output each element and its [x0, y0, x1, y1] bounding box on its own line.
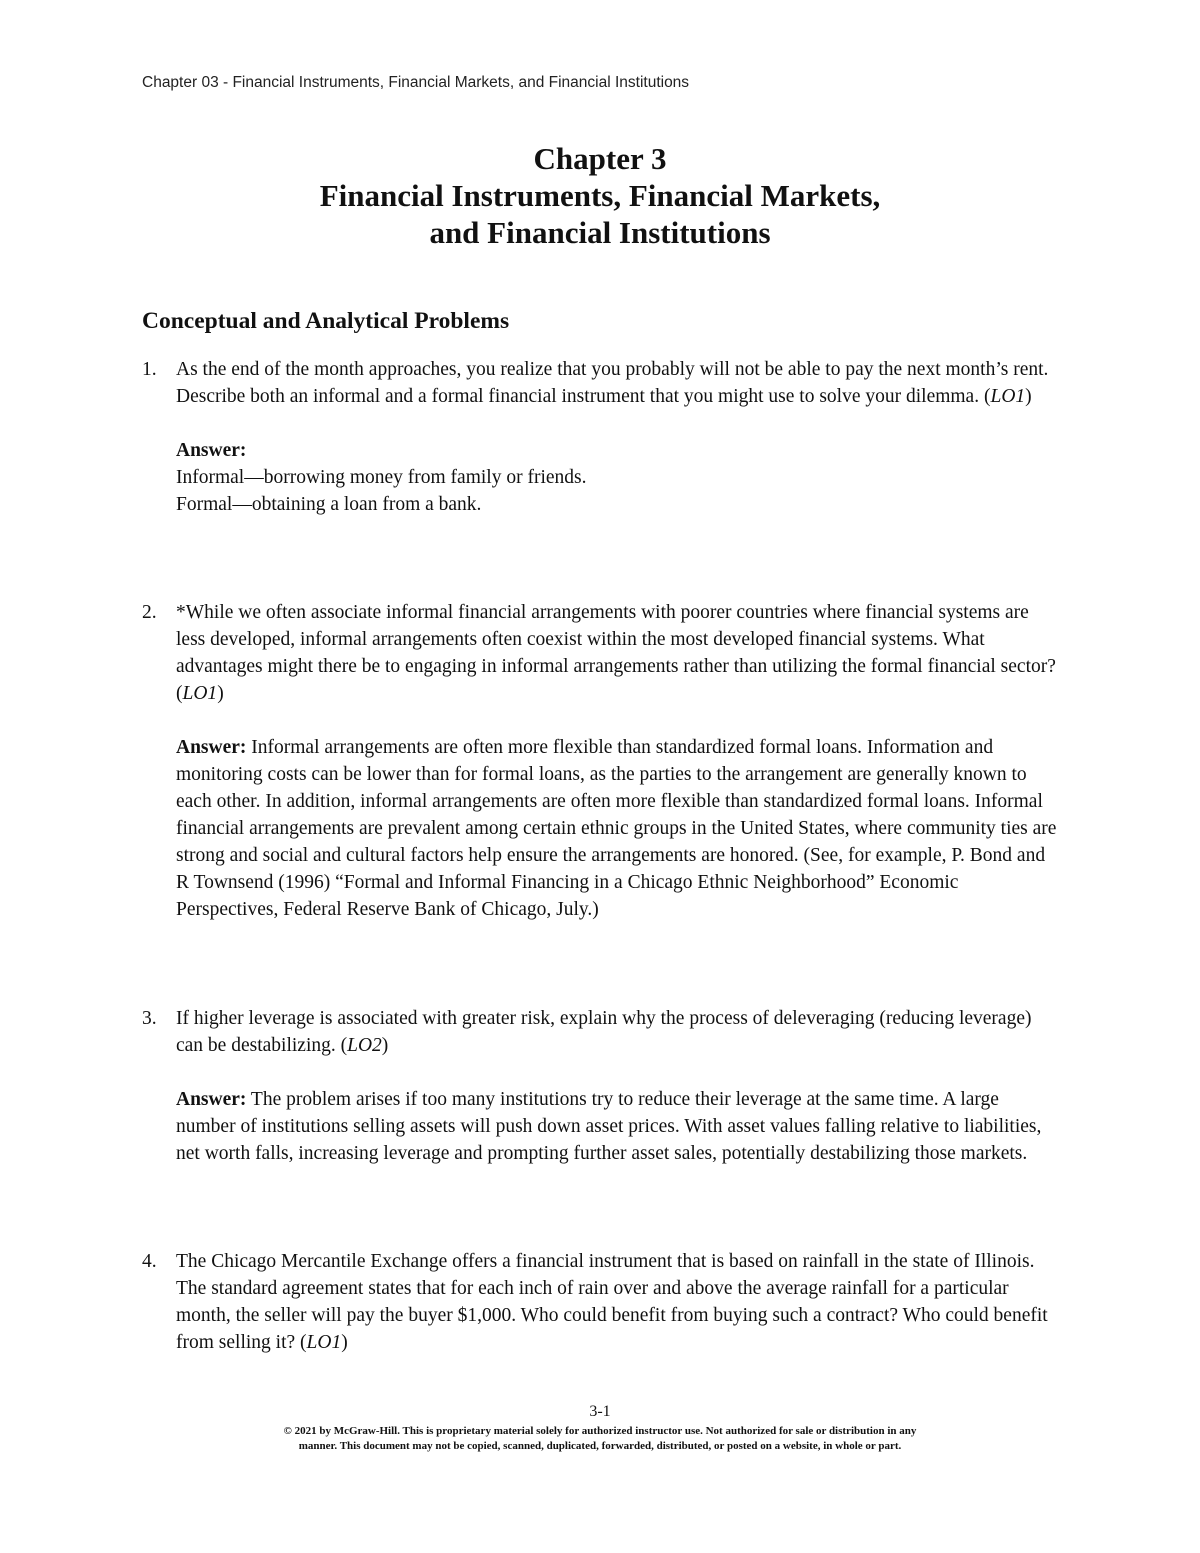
problem-number: 1.: [142, 359, 157, 380]
problem-2: [142, 599, 1062, 923]
learning-objective: LO2: [347, 1035, 382, 1056]
problem-number: 4.: [142, 1251, 157, 1272]
learning-objective: LO1: [306, 1332, 342, 1353]
learning-objective: LO1: [990, 386, 1026, 407]
page-footer: [0, 1403, 1200, 1454]
answer-label: Answer:: [176, 440, 247, 461]
answer-label: Answer:: [176, 1089, 247, 1110]
problem-question: *While we often associate informal financial arrangements with poorer countries where financial systems are less developed, informal arrangements often coexist within the most developed financial systems. What advantages might there be to engaging in informal arrangements rather than utilizing the formal financial sector? (LO1): [176, 602, 1056, 704]
problem-number: 3.: [142, 1008, 157, 1029]
chapter-title: [0, 140, 1200, 251]
problem-4: [142, 1248, 1062, 1356]
problem-number: 2.: [142, 602, 157, 623]
problem-question: The Chicago Mercantile Exchange offers a financial instrument that is based on rainfall in the state of Illinois. The standard agreement states that for each inch of rain over and above the average rainfall for a particular month, the seller will pay the buyer $1,000. Who could benefit from buying such a contract? Who could benefit from selling it? (LO1): [176, 1251, 1048, 1353]
problem-question: If higher leverage is associated with greater risk, explain why the process of deleveraging (reducing leverage) can be destabilizing. (LO2): [176, 1008, 1032, 1056]
answer-line-formal: Formal—obtaining a loan from a bank.: [176, 494, 482, 515]
running-header: Chapter 03 - Financial Instruments, Financial Markets, and Financial Institutions: [142, 74, 690, 91]
problem-3: [142, 1005, 1062, 1167]
answer-line-informal: Informal—borrowing money from family or friends.: [176, 467, 587, 488]
copyright-notice: © 2021 by McGraw-Hill. This is proprietary material solely for authorized instructor use. Not authorized for sale or distribution in any manner. This document may not be copied, scanned, duplicated, forwarded, distributed, or posted on a website, in whole or part.: [283, 1425, 917, 1452]
problem-answer: [176, 437, 1062, 518]
chapter-title-line-1: Financial Instruments, Financial Markets,: [319, 178, 881, 213]
learning-objective: LO1: [182, 683, 218, 704]
chapter-number: Chapter 3: [533, 141, 667, 176]
problem-1: [142, 356, 1062, 518]
section-heading: Conceptual and Analytical Problems: [142, 308, 510, 334]
problem-question: As the end of the month approaches, you realize that you probably will not be able to pay the next month’s rent. Describe both an informal and a formal financial instrument that you might use to solve your dilemma. (LO1): [176, 359, 1049, 407]
problem-answer: Answer: The problem arises if too many institutions try to reduce their leverage at the same time. A large number of institutions selling assets will push down asset prices. With asset values falling relative to liabilities, net worth falls, increasing leverage and prompting further asset sales, potentially destabilizing those markets.: [176, 1089, 1042, 1164]
problem-answer: Answer: Informal arrangements are often more flexible than standardized formal loans. Information and monitoring costs can be lower than for formal loans, as the parties to the arrangement are generally known to each other. In addition, informal arrangements are often more flexible than standardized formal loans. Informal financial arrangements are prevalent among certain ethnic groups in the United States, where community ties are strong and social and cultural factors help ensure the arrangements are honored. (See, for example, P. Bond and R Townsend (1996) “Formal and Informal Financing in a Chicago Ethnic Neighborhood” Economic Perspectives, Federal Reserve Bank of Chicago, July.): [176, 737, 1057, 920]
answer-label: Answer:: [176, 737, 247, 758]
page-number: 3-1: [589, 1403, 611, 1420]
chapter-title-line-2: and Financial Institutions: [429, 215, 771, 250]
